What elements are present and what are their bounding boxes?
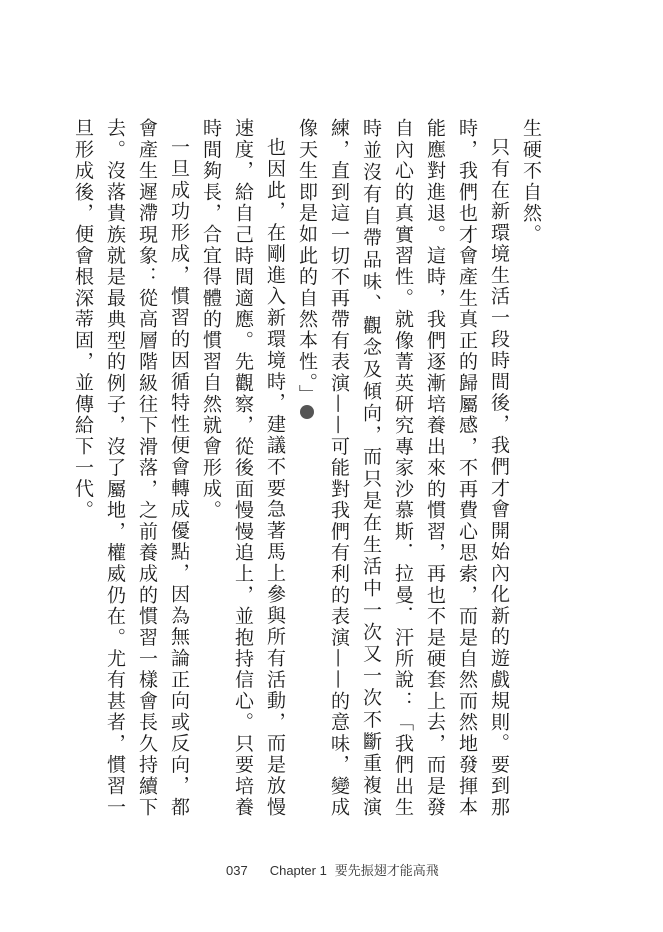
paragraph-2: [291, 118, 515, 818]
chapter-label: Chapter 1: [269, 863, 327, 878]
paragraph-4: 一旦成功形成，慣習的因循特性便會轉成優點，因為無論正向或反向，都會產生遲滯現象：從高層階級往下滑落，之前養成的慣習一樣會長久持續下去。沒落貴族就是最典型的例子，沒了屬地，權威仍在。尤有甚者，慣習一旦形成後，便會根深蒂固，並傳給下一代。: [72, 118, 190, 818]
paragraph-1: 生硬不自然。: [520, 118, 542, 246]
footnote-marker[interactable]: 12: [300, 405, 314, 419]
chapter-title: 要先振翅才能高飛: [334, 863, 439, 878]
paragraph-2-text: 只有在新環境生活一段時間後，我們才會開始內化新的遊戲規則。要到那時，我們也才會產生真正的歸屬感，不再費心思索，而是自然而然地發揮本能應對進退。這時，我們逐漸培養出來的慣習，再也不是硬套上去，而是發自內心的真實習性。就像菁英研究專家沙慕斯．拉曼．汗所說：「我們出生時並沒有自帶品味、觀念及傾向，而只是在生活中一次又一次不斷重複演練，直到這一切不再帶有表演——可能對我們有利的表演——的意味，變成像天生即是如此的自然本性。」: [296, 118, 510, 818]
paragraph-3: 也因此，在剛進入新環境時，建議不要急著馬上參與所有活動，而是放慢速度，給自己時間適應。先觀察，從後面慢慢追上，並抱持信心。只要培養時間夠長，合宜得體的慣習自然就會形成。: [200, 118, 286, 818]
page-number: 037: [226, 863, 248, 878]
vertical-text-block: [72, 118, 547, 818]
page-footer: [226, 860, 439, 879]
